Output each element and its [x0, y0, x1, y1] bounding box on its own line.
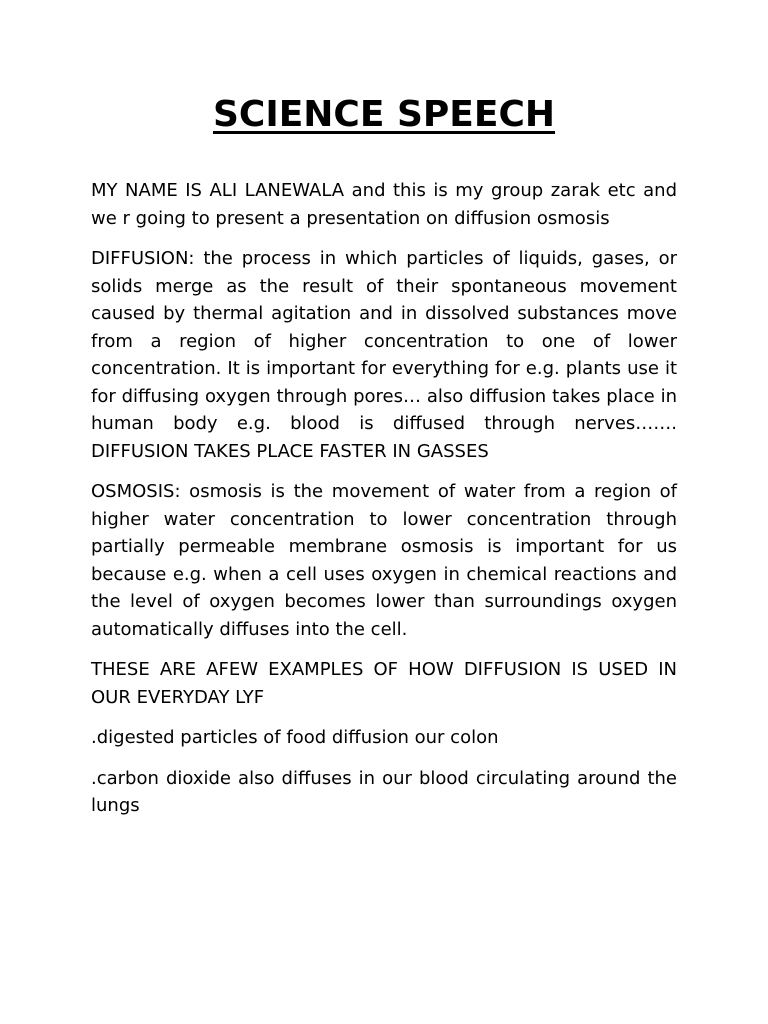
osmosis-paragraph: OSMOSIS: osmosis is the movement of water from a region of higher water concentration to lower concentration through partially permeable membrane osmosis is important for us because e.g. when a cell uses oxygen in chemical reactions and the level of oxygen becomes lower than surroundings oxygen automatically diffuses into the cell.: [91, 481, 677, 640]
example-item: .carbon dioxide also diffuses in our blood circulating around the lungs: [91, 767, 677, 816]
examples-heading-paragraph: THESE ARE AFEW EXAMPLES OF HOW DIFFUSION IS USED IN OUR EVERYDAY LYF: [91, 659, 677, 708]
intro-paragraph: MY NAME IS ALI LANEWALA and this is my group zarak etc and we r going to present a presentation on diffusion osmosis: [91, 180, 677, 229]
title-text: SCIENCE SPEECH: [212, 94, 556, 135]
page-title: [0, 90, 768, 140]
speech-body: [91, 177, 677, 833]
diffusion-paragraph: DIFFUSION: the process in which particles of liquids, gases, or solids merge as the result of their spontaneous movement caused by thermal agitation and in dissolved substances move from a region of higher concentration to one of lower concentration. It is important for everything for e.g. plants use it for diffusing oxygen through pores… also diffusion takes place in human body e.g. blood is diffused through nerves……. DIFFUSION TAKES PLACE FASTER IN GASSES: [91, 248, 677, 462]
example-item: .digested particles of food diffusion our colon: [91, 727, 499, 748]
